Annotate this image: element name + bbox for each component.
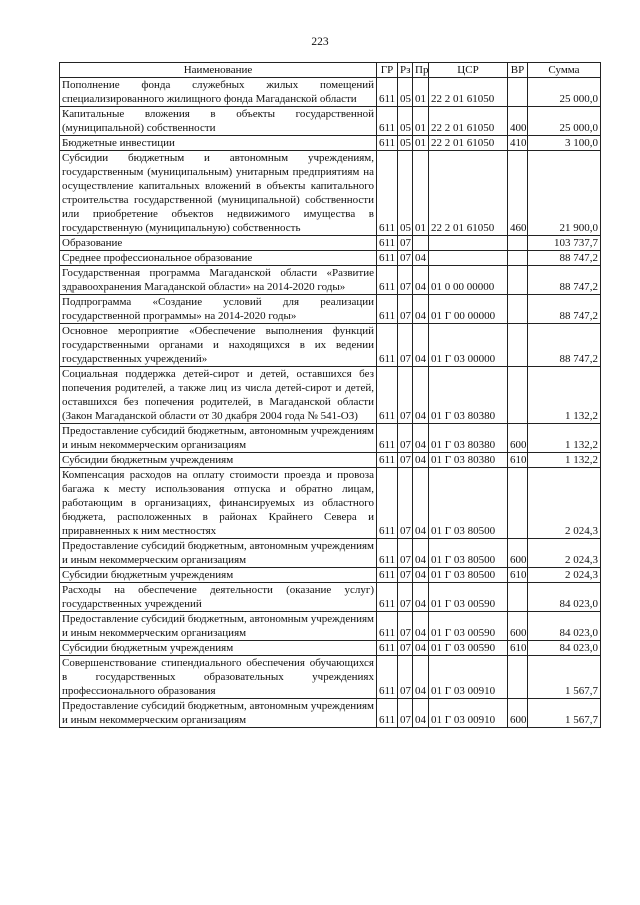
header-pr: Пр: [413, 63, 429, 78]
cell-pr: 04: [413, 641, 429, 656]
cell-rz: 07: [398, 699, 413, 728]
cell-vr: 400: [508, 107, 528, 136]
cell-csr: 01 Г 03 80500: [429, 568, 508, 583]
cell-csr: 01 0 00 00000: [429, 266, 508, 295]
cell-gr: 611: [377, 583, 398, 612]
cell-pr: [413, 236, 429, 251]
cell-sum: 2 024,3: [528, 539, 601, 568]
cell-sum: 25 000,0: [528, 107, 601, 136]
table-header: [60, 63, 601, 78]
cell-csr: 01 Г 03 00910: [429, 656, 508, 699]
cell-name: Субсидии бюджетным учреждениям: [60, 453, 377, 468]
cell-gr: 611: [377, 324, 398, 367]
cell-sum: 1 567,7: [528, 656, 601, 699]
cell-name: Субсидии бюджетным учреждениям: [60, 641, 377, 656]
cell-csr: 01 Г 03 80500: [429, 468, 508, 539]
cell-sum: 84 023,0: [528, 583, 601, 612]
cell-csr: 22 2 01 61050: [429, 151, 508, 236]
cell-csr: 01 Г 03 80500: [429, 539, 508, 568]
cell-name: Бюджетные инвестиции: [60, 136, 377, 151]
cell-rz: 05: [398, 78, 413, 107]
cell-pr: 04: [413, 453, 429, 468]
cell-name: Предоставление субсидий бюджетным, автономным учреждениям и иным некоммерческим организациям: [60, 612, 377, 641]
cell-sum: 84 023,0: [528, 641, 601, 656]
cell-vr: [508, 324, 528, 367]
cell-vr: [508, 656, 528, 699]
cell-rz: 05: [398, 136, 413, 151]
cell-gr: 611: [377, 78, 398, 107]
cell-gr: 611: [377, 424, 398, 453]
cell-vr: 610: [508, 568, 528, 583]
cell-gr: 611: [377, 266, 398, 295]
cell-csr: 22 2 01 61050: [429, 78, 508, 107]
cell-sum: 88 747,2: [528, 295, 601, 324]
cell-name: Подпрограмма «Создание условий для реализации государственной программы» на 2014-2020 годы»: [60, 295, 377, 324]
page-number: 223: [311, 36, 329, 48]
cell-gr: 611: [377, 539, 398, 568]
cell-gr: 611: [377, 656, 398, 699]
cell-name: Субсидии бюджетным учреждениям: [60, 568, 377, 583]
cell-gr: 611: [377, 236, 398, 251]
cell-name: Основное мероприятие «Обеспечение выполнения функций государственными органами и находящихся в их ведении государственных учреждений»: [60, 324, 377, 367]
cell-sum: 1 567,7: [528, 699, 601, 728]
cell-rz: 07: [398, 236, 413, 251]
cell-sum: 3 100,0: [528, 136, 601, 151]
table-row: [60, 424, 601, 453]
cell-pr: 01: [413, 151, 429, 236]
cell-gr: 611: [377, 107, 398, 136]
header-sum: Сумма: [528, 63, 601, 78]
cell-pr: 04: [413, 468, 429, 539]
cell-name: Субсидии бюджетным и автономным учреждениям, государственным (муниципальным) унитарным предприятиям на осуществление капитальных вложений в объекты капитального строительства государственной (муниципальной) собственности или приобретение объектов недвижимого имущества в государственную (муниципальную) собственность: [60, 151, 377, 236]
cell-gr: 611: [377, 453, 398, 468]
cell-sum: 2 024,3: [528, 568, 601, 583]
cell-sum: 88 747,2: [528, 251, 601, 266]
cell-rz: 07: [398, 583, 413, 612]
header-csr: ЦСР: [429, 63, 508, 78]
cell-vr: [508, 266, 528, 295]
cell-rz: 07: [398, 453, 413, 468]
cell-vr: [508, 468, 528, 539]
cell-vr: 410: [508, 136, 528, 151]
cell-pr: 04: [413, 424, 429, 453]
cell-name: Предоставление субсидий бюджетным, автономным учреждениям и иным некоммерческим организациям: [60, 424, 377, 453]
cell-vr: [508, 78, 528, 107]
cell-rz: 07: [398, 641, 413, 656]
cell-pr: 04: [413, 295, 429, 324]
table-row: [60, 324, 601, 367]
cell-pr: 04: [413, 583, 429, 612]
cell-csr: 01 Г 03 80380: [429, 367, 508, 424]
cell-rz: 07: [398, 468, 413, 539]
header-gr: ГР: [377, 63, 398, 78]
table-body: [60, 78, 601, 728]
table-row: [60, 367, 601, 424]
cell-vr: [508, 367, 528, 424]
cell-csr: 01 Г 00 00000: [429, 295, 508, 324]
cell-rz: 07: [398, 295, 413, 324]
cell-csr: 01 Г 03 00590: [429, 583, 508, 612]
cell-csr: 01 Г 03 80380: [429, 453, 508, 468]
cell-gr: 611: [377, 612, 398, 641]
cell-rz: 07: [398, 656, 413, 699]
cell-sum: 1 132,2: [528, 424, 601, 453]
cell-pr: 04: [413, 539, 429, 568]
cell-csr: 01 Г 03 00590: [429, 641, 508, 656]
cell-vr: 600: [508, 699, 528, 728]
cell-vr: 610: [508, 641, 528, 656]
table-row: [60, 236, 601, 251]
cell-vr: 600: [508, 424, 528, 453]
table-row: [60, 656, 601, 699]
table-row: [60, 107, 601, 136]
cell-sum: 21 900,0: [528, 151, 601, 236]
cell-rz: 07: [398, 251, 413, 266]
cell-vr: 460: [508, 151, 528, 236]
table-row: [60, 583, 601, 612]
cell-name: Совершенствование стипендиального обеспечения обучающихся в государственных образовательных учреждениях профессионального образования: [60, 656, 377, 699]
cell-gr: 611: [377, 641, 398, 656]
cell-gr: 611: [377, 468, 398, 539]
table-row: [60, 699, 601, 728]
table-row: [60, 251, 601, 266]
cell-rz: 05: [398, 151, 413, 236]
cell-csr: 01 Г 03 00000: [429, 324, 508, 367]
cell-sum: 84 023,0: [528, 612, 601, 641]
cell-sum: 88 747,2: [528, 324, 601, 367]
cell-sum: 2 024,3: [528, 468, 601, 539]
cell-rz: 07: [398, 568, 413, 583]
header-rz: Рз: [398, 63, 413, 78]
cell-sum: 1 132,2: [528, 453, 601, 468]
budget-table: [59, 62, 601, 728]
cell-sum: 88 747,2: [528, 266, 601, 295]
cell-gr: 611: [377, 295, 398, 324]
cell-rz: 07: [398, 612, 413, 641]
cell-rz: 07: [398, 539, 413, 568]
cell-csr: 01 Г 03 00910: [429, 699, 508, 728]
cell-vr: 600: [508, 539, 528, 568]
cell-csr: 22 2 01 61050: [429, 107, 508, 136]
cell-csr: 01 Г 03 80380: [429, 424, 508, 453]
cell-csr: [429, 236, 508, 251]
table-row: [60, 136, 601, 151]
header-name: Наименование: [60, 63, 377, 78]
cell-sum: 103 737,7: [528, 236, 601, 251]
cell-pr: 04: [413, 568, 429, 583]
cell-gr: 611: [377, 151, 398, 236]
cell-sum: 1 132,2: [528, 367, 601, 424]
cell-csr: 22 2 01 61050: [429, 136, 508, 151]
table-row: [60, 568, 601, 583]
cell-gr: 611: [377, 251, 398, 266]
cell-rz: 07: [398, 424, 413, 453]
cell-pr: 04: [413, 656, 429, 699]
table-row: [60, 612, 601, 641]
cell-pr: 01: [413, 136, 429, 151]
cell-pr: 04: [413, 367, 429, 424]
cell-name: Предоставление субсидий бюджетным, автономным учреждениям и иным некоммерческим организациям: [60, 699, 377, 728]
cell-vr: [508, 583, 528, 612]
cell-name: Пополнение фонда служебных жилых помещений специализированного жилищного фонда Магаданской области: [60, 78, 377, 107]
cell-name: Среднее профессиональное образование: [60, 251, 377, 266]
table-row: [60, 539, 601, 568]
header-row: [60, 63, 601, 78]
cell-name: Компенсация расходов на оплату стоимости проезда и провоза багажа к месту использования отпуска и обратно лицам, работающим в организациях, финансируемых из областного бюджета, расположенных в районах Крайнего Севера и приравненных к ним местностях: [60, 468, 377, 539]
cell-vr: [508, 251, 528, 266]
cell-gr: 611: [377, 699, 398, 728]
cell-rz: 07: [398, 266, 413, 295]
cell-pr: 04: [413, 251, 429, 266]
cell-vr: 610: [508, 453, 528, 468]
cell-gr: 611: [377, 367, 398, 424]
cell-name: Расходы на обеспечение деятельности (оказание услуг) государственных учреждений: [60, 583, 377, 612]
cell-name: Образование: [60, 236, 377, 251]
cell-csr: [429, 251, 508, 266]
cell-csr: 01 Г 03 00590: [429, 612, 508, 641]
table-row: [60, 468, 601, 539]
cell-rz: 07: [398, 324, 413, 367]
cell-pr: 04: [413, 612, 429, 641]
cell-vr: [508, 295, 528, 324]
table-row: [60, 78, 601, 107]
table-row: [60, 453, 601, 468]
cell-pr: 01: [413, 78, 429, 107]
header-vr: ВР: [508, 63, 528, 78]
cell-rz: 07: [398, 367, 413, 424]
cell-pr: 04: [413, 324, 429, 367]
table-row: [60, 295, 601, 324]
cell-pr: 01: [413, 107, 429, 136]
cell-rz: 05: [398, 107, 413, 136]
cell-name: Капитальные вложения в объекты государственной (муниципальной) собственности: [60, 107, 377, 136]
table-row: [60, 641, 601, 656]
cell-sum: 25 000,0: [528, 78, 601, 107]
cell-name: Социальная поддержка детей-сирот и детей, оставшихся без попечения родителей, а также лиц из числа детей-сирот и детей, оставшихся без попечения родителей, в Магаданской области (Закон Магаданской области от 30 дкабря 2004 года № 541-ОЗ): [60, 367, 377, 424]
cell-vr: 600: [508, 612, 528, 641]
cell-pr: 04: [413, 699, 429, 728]
cell-name: Государственная программа Магаданской области «Развитие здравоохранения Магаданской области» на 2014-2020 годы»: [60, 266, 377, 295]
cell-name: Предоставление субсидий бюджетным, автономным учреждениям и иным некоммерческим организациям: [60, 539, 377, 568]
table-row: [60, 266, 601, 295]
cell-pr: 04: [413, 266, 429, 295]
cell-gr: 611: [377, 136, 398, 151]
table-row: [60, 151, 601, 236]
cell-vr: [508, 236, 528, 251]
cell-gr: 611: [377, 568, 398, 583]
